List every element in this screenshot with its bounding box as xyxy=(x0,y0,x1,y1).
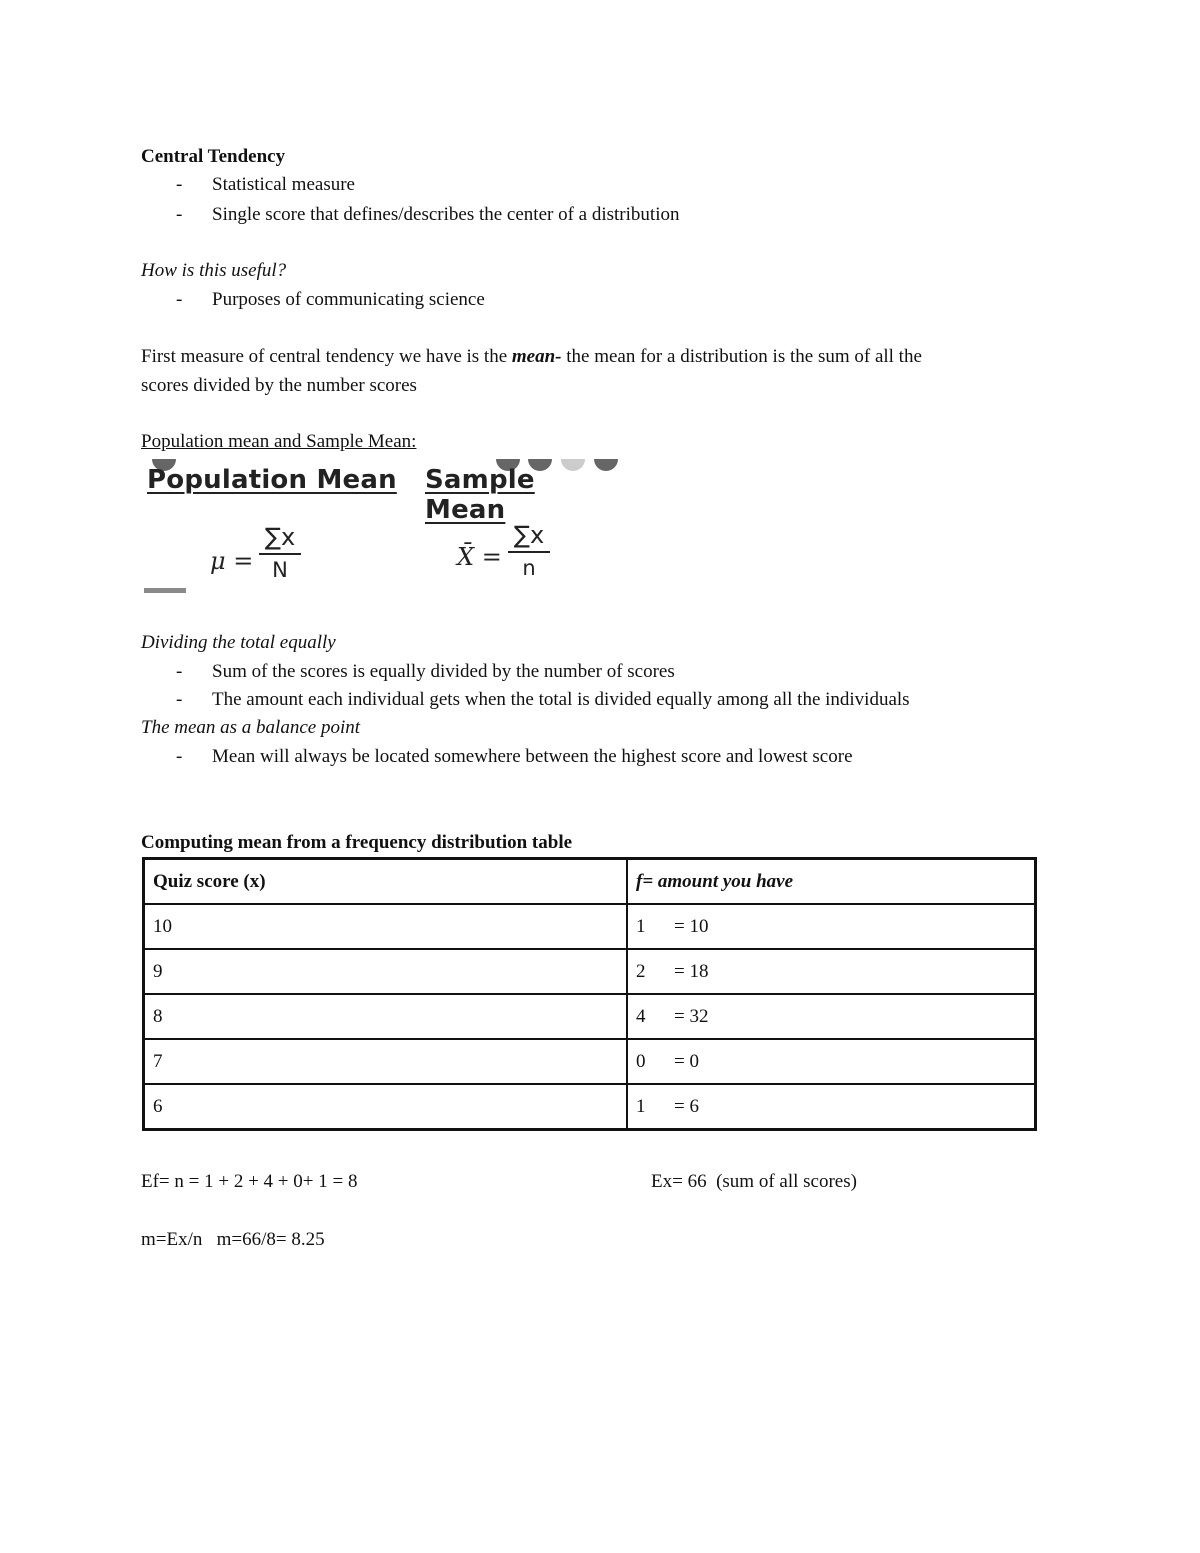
cell-score: 6 xyxy=(144,1084,628,1130)
cell-frequency: 1 = 6 xyxy=(627,1084,1036,1130)
cell-score: 9 xyxy=(144,949,628,994)
mean-formulas-image xyxy=(140,455,620,600)
sample-mean-title: Sample Mean xyxy=(425,465,535,525)
population-lhs: μ = xyxy=(210,547,254,575)
bullet-dash: - xyxy=(176,661,183,682)
mean-paragraph-line2: scores divided by the number scores xyxy=(141,375,417,396)
sum-frequency: Ef= n = 1 + 2 + 4 + 0+ 1 = 8 xyxy=(141,1171,358,1192)
table-row xyxy=(144,904,1036,949)
sample-denominator: n xyxy=(522,555,536,580)
bullet-dash: - xyxy=(176,746,183,767)
bullet-dash: - xyxy=(176,289,183,310)
sum-scores: Ex= 66 (sum of all scores) xyxy=(651,1171,857,1192)
list-item: - Single score that defines/describes the center of a distribution xyxy=(176,204,680,225)
fraction-bar xyxy=(508,551,550,553)
bullet-dash: - xyxy=(176,204,183,225)
list-item: - Sum of the scores is equally divided by the number of scores xyxy=(176,661,675,682)
list-item: - Mean will always be located somewhere between the highest score and lowest score xyxy=(176,746,853,767)
table-title: Computing mean from a frequency distribution table xyxy=(141,832,573,853)
bullet-dash: - xyxy=(176,174,183,195)
population-denominator: N xyxy=(272,557,288,582)
sample-fraction xyxy=(508,521,550,581)
mean-term: mean- xyxy=(511,346,562,367)
header-frequency: f= amount you have xyxy=(627,859,1036,905)
frequency-table xyxy=(142,857,1037,1131)
cell-frequency: 4 = 32 xyxy=(627,994,1036,1039)
table-row xyxy=(144,1039,1036,1084)
bullet-dash: - xyxy=(176,689,183,710)
table-header-row xyxy=(144,859,1036,905)
page-heading: Central Tendency xyxy=(141,146,286,167)
cell-score: 10 xyxy=(144,904,628,949)
cell-score: 7 xyxy=(144,1039,628,1084)
decorative-bar xyxy=(144,588,186,593)
list-item: - Purposes of communicating science xyxy=(176,289,485,310)
mean-paragraph-line1: First measure of central tendency we have is the mean- the mean for a distribution is the sum of all the xyxy=(141,346,922,367)
sample-lhs: X̄ = xyxy=(457,543,502,571)
useful-question: How is this useful? xyxy=(141,260,287,281)
table-row xyxy=(144,949,1036,994)
cell-frequency: 0 = 0 xyxy=(627,1039,1036,1084)
cell-score: 8 xyxy=(144,994,628,1039)
cell-frequency: 1 = 10 xyxy=(627,904,1036,949)
dividing-title: Dividing the total equally xyxy=(141,632,336,653)
list-item: - Statistical measure xyxy=(176,174,355,195)
mean-result: m=Ex/n m=66/8= 8.25 xyxy=(141,1229,325,1250)
population-numerator: ∑x xyxy=(264,523,296,551)
pop-sample-label: Population mean and Sample Mean: xyxy=(141,431,417,452)
population-mean-title: Population Mean xyxy=(147,465,397,495)
header-quiz-score: Quiz score (x) xyxy=(144,859,628,905)
cell-frequency: 2 = 18 xyxy=(627,949,1036,994)
table-row xyxy=(144,1084,1036,1130)
fraction-bar xyxy=(259,553,301,555)
list-item: - The amount each individual gets when the total is divided equally among all the individuals xyxy=(176,689,910,710)
population-fraction xyxy=(259,523,301,583)
balance-title: The mean as a balance point xyxy=(141,717,361,738)
sample-numerator: ∑x xyxy=(513,521,545,549)
table-row xyxy=(144,994,1036,1039)
